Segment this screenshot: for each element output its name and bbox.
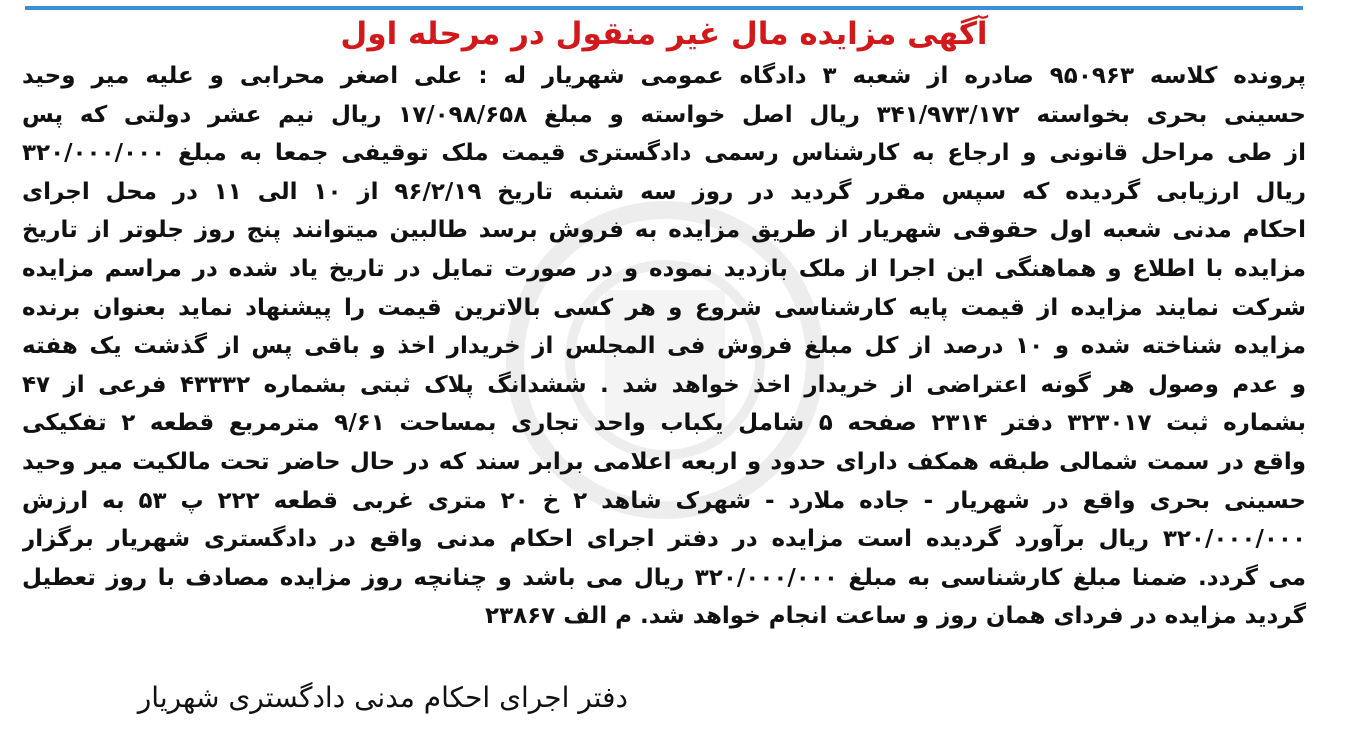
notice-line: از طی مراحل قانونی و ارجاع به کارشناس رسمی دادگستری قیمت ملک توقیفی جمعا به مبلغ ۳۲۰/۰۰۰/۰۰۰ xyxy=(22,140,1306,167)
notice-line: پرونده کلاسه ۹۵۰۹۶۳ صادره از شعبه ۳ دادگاه عمومی شهریار له : علی اصغر محرابی و علیه میر وحید xyxy=(22,63,1306,89)
notice-line: مزایده با اطلاع و هماهنگی این اجرا از ملک بازدید نموده و در صورت تمایل در تاریخ یاد شده در مراسم مزایده xyxy=(22,255,1306,282)
notice-body xyxy=(22,57,1306,636)
notice-line: حسینی بحری واقع در شهریار - جاده ملارد - شهرک شاهد ۲ خ ۲۰ متری غربی قطعه ۲۲۲ پ ۵۳ به ارزش xyxy=(22,487,1306,514)
notice-line: احکام مدنی شعبه اول حقوقی شهریار از طریق مزایده به فروش برسد طالبین میتوانند پنج روز جلوتر از تاریخ xyxy=(22,217,1306,244)
top-divider xyxy=(25,6,1303,10)
notice-signature: دفتر اجرای احکام مدنی دادگستری شهریار xyxy=(137,681,628,714)
notice-line: ۳۲۰/۰۰۰/۰۰۰ ریال برآورد گردیده است مزایده در دفتر اجرای احکام مدنی واقع در دادگستری شهریار برگزار xyxy=(22,526,1306,553)
notice-line: بشماره ثبت ۳۲۳۰۱۷ دفتر ۲۳۱۴ صفحه ۵ شامل یکباب واحد تجاری بمساحت ۹/۶۱ مترمربع قطعه ۲ تفکیکی xyxy=(22,410,1306,437)
notice-line: ریال ارزیابی گردیده که سپس مقرر گردید در روز سه شنبه تاریخ ۹۶/۲/۱۹ از ۱۰ الی ۱۱ در محل اجرای xyxy=(22,178,1306,205)
notice-line: حسینی بحری بخواسته ۳۴۱/۹۷۳/۱۷۲ ریال اصل خواسته و مبلغ ۱۷/۰۹۸/۶۵۸ ریال نیم عشر دولتی که پس xyxy=(22,101,1306,128)
notice-line: شرکت نمایند مزایده از قیمت پایه کارشناسی شروع و هر کسی بالاترین قیمت را پیشنهاد نماید بعنوان برنده xyxy=(22,294,1306,321)
notice-title: آگهی مزایده مال غیر منقول در مرحله اول xyxy=(340,16,988,52)
notice-line: می گردد. ضمنا مبلغ کارشناسی به مبلغ ۳۲۰/۰۰۰/۰۰۰ ریال می باشد و چنانچه روز مزایده مصادف با روز تعطیل xyxy=(22,564,1306,591)
notice-line: گردید مزایده در فردای همان روز و ساعت انجام خواهد شد. م الف ۲۳۸۶۷ xyxy=(485,603,1306,630)
notice-line: مزایده شناخته شده و ۱۰ درصد از کل مبلغ فروش فی المجلس از خریدار اخذ و باقی پس از گذشت یک هفته xyxy=(22,333,1306,360)
notice-line: واقع در سمت شمالی طبقه همکف دارای حدود و اربعه اعلامی برابر سند که در حال حاضر تحت مالکیت میر وحید xyxy=(22,448,1306,475)
notice-line: و عدم وصول هر گونه اعتراضی از خریدار اخذ خواهد شد . ششدانگ پلاک ثبتی بشماره ۴۳۳۳۲ فرعی از ۴۷ xyxy=(22,371,1306,398)
